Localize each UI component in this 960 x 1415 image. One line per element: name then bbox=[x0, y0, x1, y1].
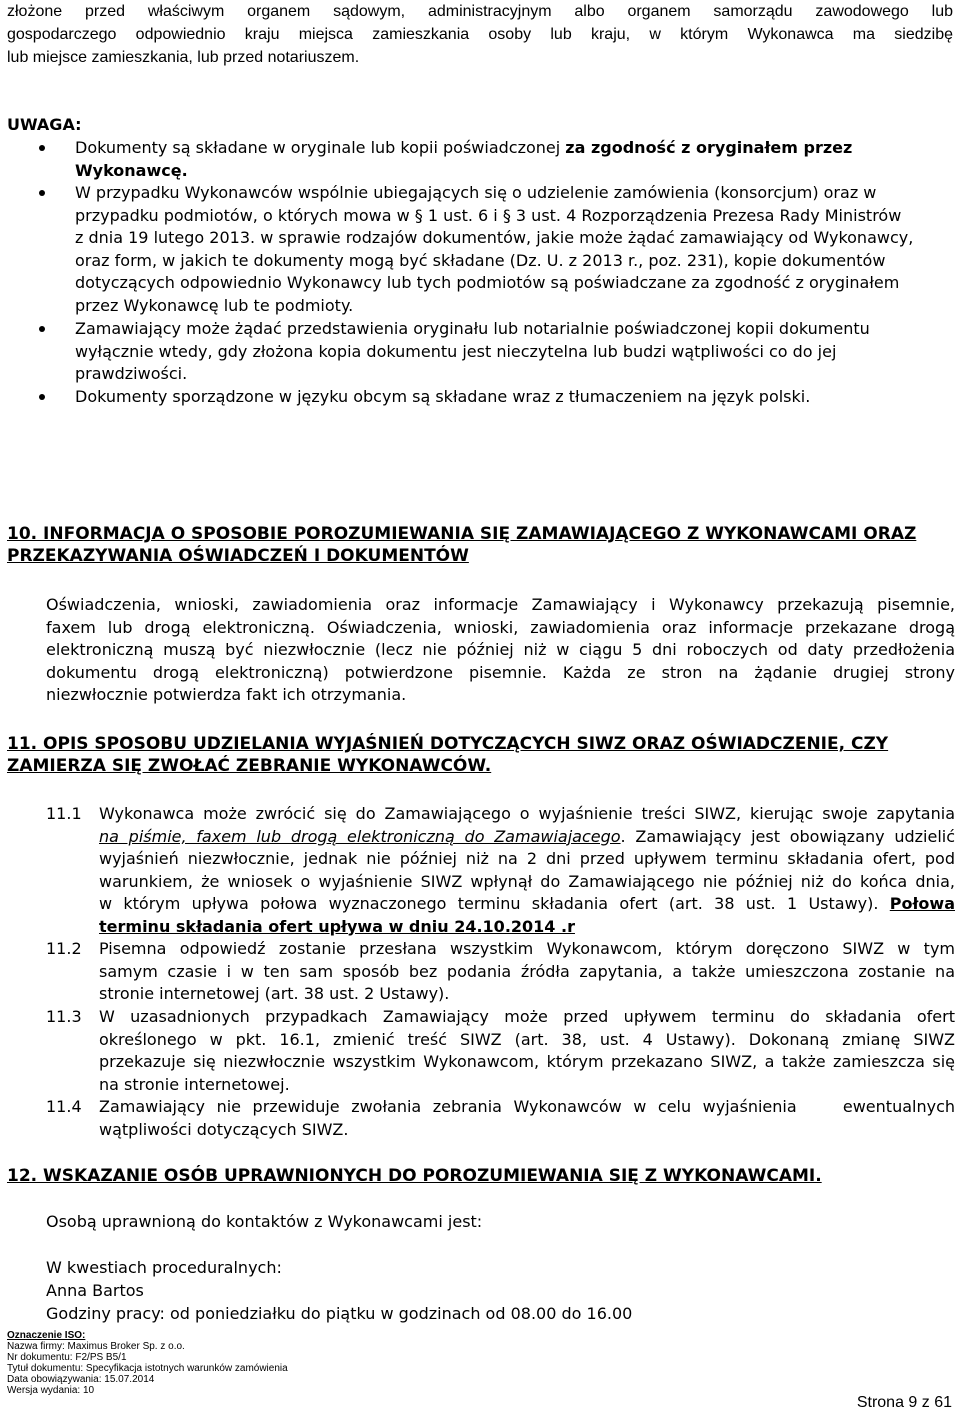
uwaga-item-2-line-2: przypadku podmiotów, o których mowa w § 1 ust. 6 i § 3 ust. 4 Rozporządzenia Prezesa Rady Ministrów bbox=[75, 205, 902, 225]
section-10-line-1: Oświadczenia, wnioski, zawiadomienia oraz informacje Zamawiający i Wykonawcy przekazują pisemnie, bbox=[46, 595, 955, 614]
section-11-heading bbox=[7, 733, 957, 777]
uwaga-item-2-line-5: dotyczących odpowiednio Wykonawcy lub tych podmiotów są poświadczane za zgodność z oryginałem bbox=[75, 273, 900, 292]
clause-11-2-line-2: samym czasie i w ten sam sposób bez podania źródła zapytania, a także umieszczona zostanie na bbox=[99, 961, 955, 981]
section-12-procedural-label: W kwestiach proceduralnych: bbox=[46, 1258, 282, 1277]
section-11-heading-line-2: ZAMIERZA SIĘ ZWOŁAĆ ZEBRANIE WYKONAWCÓW. bbox=[7, 756, 492, 776]
footer-doc-number: Nr dokumentu: F2/PS B5/1 bbox=[7, 1352, 127, 1363]
uwaga-item-2-line-4: oraz form, w jakich te dokumenty mogą być składane (Dz. U. z 2013 r., poz. 231), kopie dokumentów bbox=[75, 250, 886, 270]
uwaga-item-1-bold-2: Wykonawcę. bbox=[75, 160, 188, 180]
section-10-paragraph bbox=[46, 594, 955, 707]
section-10-line-2: faxem lub drogą elektroniczną. Oświadczenia, wnioski, zawiadomienia oraz informacje przekazane drogą bbox=[46, 617, 955, 637]
clause-11-1-line-1: Wykonawca może zwrócić się do Zamawiającego o wyjaśnienie treści SIWZ, kierując swoje zapytania bbox=[99, 804, 955, 823]
uwaga-item-3-line-2: wyłącznie wtedy, gdy złożona kopia dokumentu jest nieczytelna lub budzi wątpliwości co do jej bbox=[75, 341, 837, 361]
clause-11-2-line-1: Pisemna odpowiedź zostanie przesłana wszystkim Wykonawcom, którym doręczono SIWZ w tym bbox=[99, 939, 955, 958]
section-12-contact-intro: Osobą uprawnioną do kontaktów z Wykonawcami jest: bbox=[46, 1212, 483, 1231]
clause-11-3-line-1: W uzasadnionych przypadkach Zamawiający może przed upływem terminu do składania ofert bbox=[99, 1007, 955, 1026]
clause-11-2 bbox=[99, 938, 955, 1006]
page-number: Strona 9 z 61 bbox=[856, 1394, 952, 1411]
clause-11-3-line-4: na stronie internetowej. bbox=[99, 1074, 290, 1094]
intro-line-2: gospodarczego odpowiednio kraju miejsca zamieszkania osoby lub kraju, w którym Wykonawca ma siedzibę bbox=[7, 26, 953, 43]
clause-11-1 bbox=[99, 803, 955, 938]
section-10-heading bbox=[7, 523, 957, 567]
bullet-dot bbox=[39, 326, 45, 332]
clause-number: 11.2 bbox=[46, 939, 82, 958]
uwaga-item-1-text: Dokumenty są składane w oryginale lub kopii poświadczonej bbox=[75, 138, 566, 157]
uwaga-item-2-line-1: W przypadku Wykonawców wspólnie ubiegających się o udzielenie zamówienia (konsorcjum) oraz w bbox=[75, 183, 877, 202]
clause-11-3-line-2: określonego w pkt. 16.1, zmienić treść SIWZ (art. 38, ust. 4 Ustawy). Dokonaną zmianę SIWZ bbox=[99, 1029, 955, 1049]
intro-line-1: złożone przed właściwym organem sądowym, administracyjnym albo organem samorządu zawodowego lub bbox=[7, 3, 953, 20]
section-12-contact-name: Anna Bartos bbox=[46, 1281, 144, 1300]
uwaga-item-1-bold: za zgodność z oryginałem przez bbox=[565, 138, 853, 157]
clause-11-4-line-2: wątpliwości dotyczących SIWZ. bbox=[99, 1119, 349, 1139]
footer-doc-title: Tytuł dokumentu: Specyfikacja istotnych warunków zamówienia bbox=[7, 1363, 288, 1374]
section-12-working-hours: Godziny pracy: od poniedziałku do piątku w godzinach od 08.00 do 16.00 bbox=[46, 1304, 633, 1323]
uwaga-item-2-line-6: przez Wykonawcę lub te podmioty. bbox=[75, 295, 354, 315]
clause-11-1-line-4: warunkiem, że wniosek o wyjaśnienie SIWZ wpłynął do Zamawiającego nie później niż do końca dnia, bbox=[99, 871, 955, 891]
section-10-heading-line-1: 10. INFORMACJA O SPOSOBIE POROZUMIEWANIA SIĘ ZAMAWIAJĄCEGO Z WYKONAWCAMI ORAZ bbox=[7, 524, 917, 544]
bullet-dot bbox=[39, 145, 45, 151]
clause-11-1-line-5 bbox=[99, 893, 955, 916]
clause-11-4-line-1: Zamawiający nie przewiduje zwołania zebrania Wykonawców w celu wyjaśnienia ewentualnych bbox=[99, 1097, 955, 1116]
intro-line-3: lub miejsce zamieszkania, lub przed notariuszem. bbox=[7, 49, 360, 66]
uwaga-item-3 bbox=[75, 318, 955, 386]
clause-number: 11.1 bbox=[46, 804, 82, 823]
document-footer bbox=[7, 1330, 407, 1396]
clause-number: 11.3 bbox=[46, 1007, 82, 1026]
clause-number: 11.4 bbox=[46, 1097, 82, 1116]
uwaga-item-1 bbox=[75, 137, 955, 182]
intro-paragraph bbox=[7, 0, 953, 69]
uwaga-item-4: Dokumenty sporządzone w języku obcym są składane wraz z tłumaczeniem na język polski. bbox=[75, 387, 811, 406]
clause-11-1-line-2-rest: . Zamawiający jest obowiązany udzielić bbox=[620, 826, 956, 846]
clause-11-4 bbox=[99, 1096, 955, 1141]
section-10-heading-line-2: PRZEKAZYWANIA OŚWIADCZEŃ I DOKUMENTÓW bbox=[7, 546, 469, 566]
section-10-line-3: elektroniczną muszą być niezwłocznie (lecz nie później niż w ciągu 5 dni roboczych od daty przedłożenia bbox=[46, 640, 955, 659]
uwaga-title: UWAGA: bbox=[7, 115, 82, 134]
section-10-line-5: niezwłocznie potwierdza fakt ich otrzymania. bbox=[46, 685, 407, 704]
section-10-line-4: dokumentu drogą elektroniczną) potwierdzone pisemnie. Każda ze stron na żądanie drugiej strony bbox=[46, 662, 955, 682]
section-12-heading: 12. WSKAZANIE OSÓB UPRAWNIONYCH DO POROZUMIEWANIA SIĘ Z WYKONAWCAMI. bbox=[7, 1166, 822, 1186]
uwaga-item-3-line-1: Zamawiający może żądać przedstawienia oryginału lub notarialnie poświadczonej kopii dokumentu bbox=[75, 319, 870, 338]
clause-11-1-line-3: wyjaśnień niezwłocznie, jednak nie później niż na 2 dni przed upływem terminu składania ofert, pod bbox=[99, 849, 955, 868]
uwaga-item-3-line-3: prawdziwości. bbox=[75, 364, 188, 383]
clause-11-2-line-3: stronie internetowej (art. 38 ust. 2 Ustawy). bbox=[99, 984, 450, 1003]
clause-11-1-deadline: terminu składania ofert upływa w dniu 24.10.2014 .r bbox=[99, 916, 575, 936]
clause-11-3-line-3: przekazuje się niezwłocznie wszystkim Wykonawcom, którym przekazano SIWZ, a także zamieszcza się bbox=[99, 1052, 955, 1071]
footer-version: Wersja wydania: 10 bbox=[7, 1385, 95, 1396]
uwaga-item-2 bbox=[75, 182, 955, 317]
footer-firm: Nazwa firmy: Maximus Broker Sp. z o.o. bbox=[7, 1341, 185, 1352]
footer-iso-label: Oznaczenie ISO: bbox=[7, 1330, 86, 1341]
uwaga-item-2-line-3: z dnia 19 lutego 2013. w sprawie rodzajów dokumentów, jakie może żądać zamawiający od Wykonawcy, bbox=[75, 228, 914, 247]
clause-11-1-line-2 bbox=[99, 826, 955, 849]
bullet-dot bbox=[39, 190, 45, 196]
clause-11-3 bbox=[99, 1006, 955, 1096]
clause-11-1-line-5-text: w którym upływa połowa wyznaczonego terminu składania ofert (art. 38 ust. 1 Ustawy). bbox=[99, 894, 890, 913]
section-11-heading-line-1: 11. OPIS SPOSOBU UDZIELANIA WYJAŚNIEŃ DOTYCZĄCYCH SIWZ ORAZ OŚWIADCZENIE, CZY bbox=[7, 734, 889, 754]
bullet-dot bbox=[39, 394, 45, 400]
footer-valid-date: Data obowiązywania: 15.07.2014 bbox=[7, 1374, 155, 1385]
clause-11-1-line-5-bold: Połowa bbox=[889, 894, 955, 913]
clause-11-1-italic: na piśmie, faxem lub drogą elektroniczną do Zamawiajacego bbox=[99, 826, 621, 846]
